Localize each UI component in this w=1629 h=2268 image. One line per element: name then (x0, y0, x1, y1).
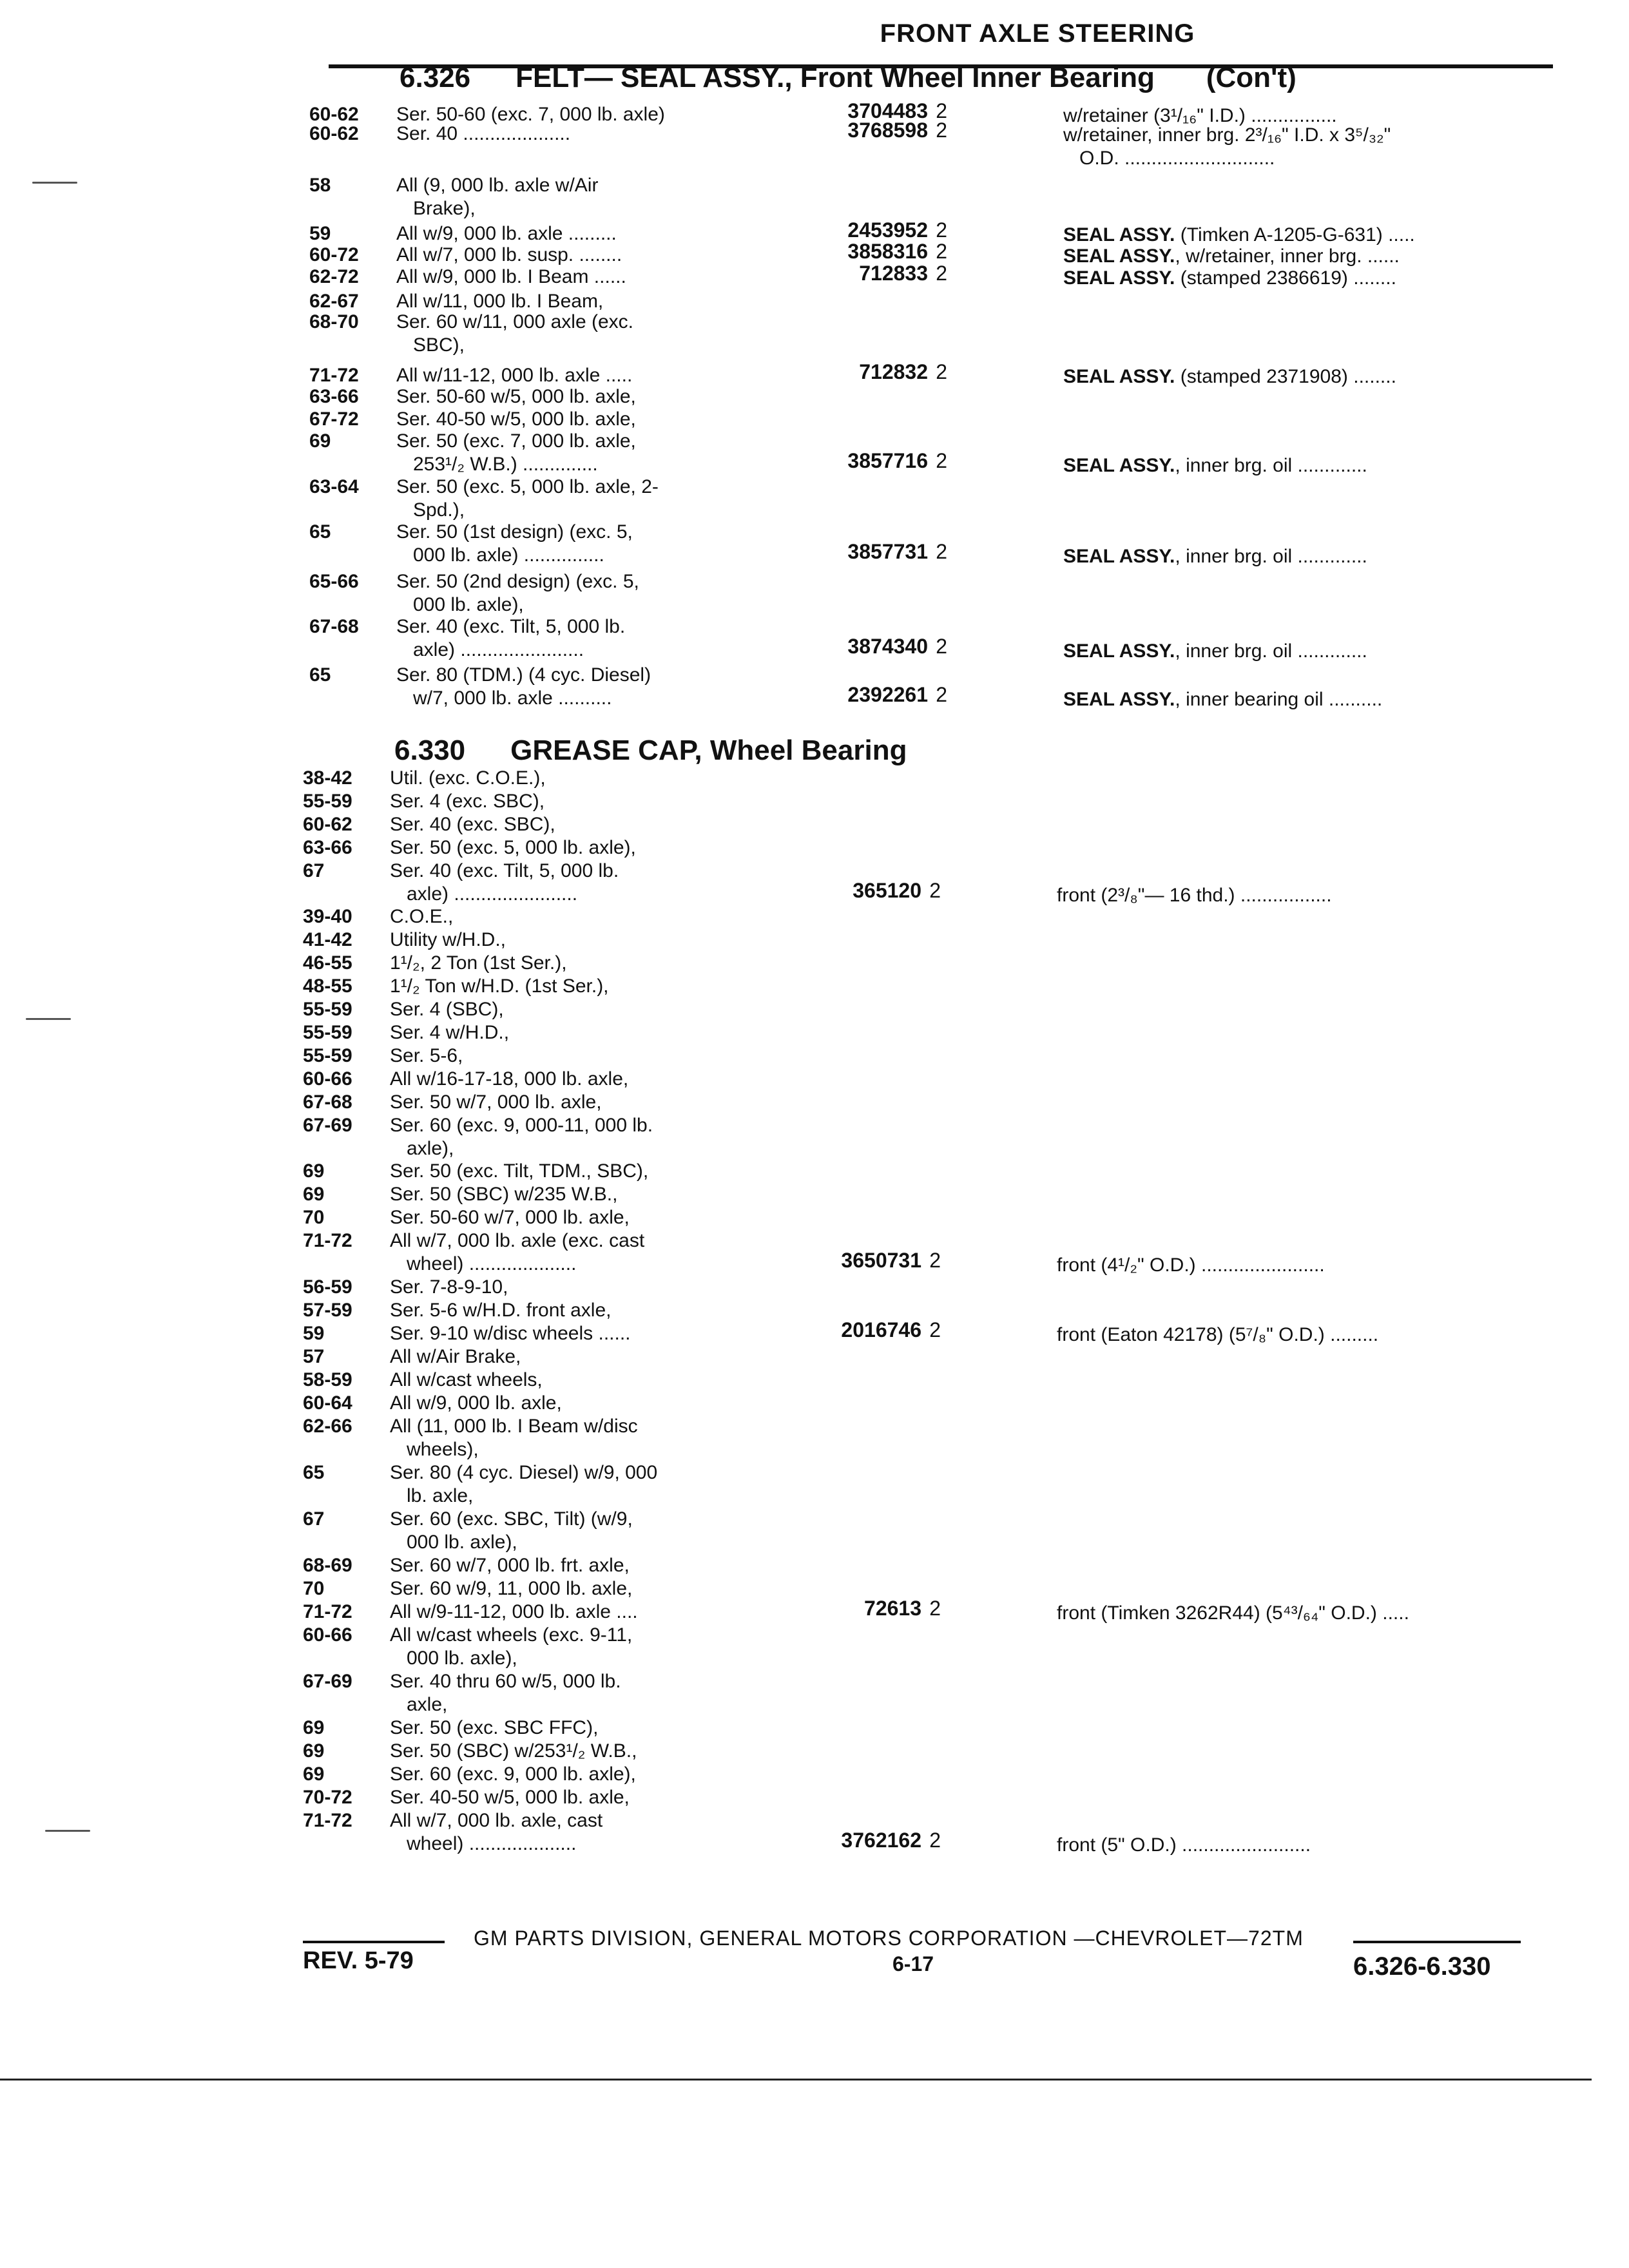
part-note (1057, 1602, 1629, 1625)
application-description (390, 1740, 1054, 1763)
part-note (1063, 688, 1629, 711)
quantity: 2 (936, 449, 947, 472)
application-description (390, 1670, 1054, 1716)
description-line: Ser. 5-6 w/H.D. front axle, (390, 1300, 612, 1321)
description-line: Ser. 40 .................... (396, 123, 571, 144)
description-line: All w/7, 000 lb. axle, cast (390, 1810, 603, 1831)
part-number: 72613 (864, 1597, 921, 1620)
note-line: front (5" O.D.) ........................ (1057, 1834, 1311, 1856)
application-description (390, 1508, 1054, 1554)
description-line: 1¹/₂ Ton w/H.D. (1st Ser.), (390, 975, 609, 997)
page-title: FRONT AXLE STEERING (880, 19, 1195, 48)
application-description (396, 521, 1060, 567)
model-years: 69 (303, 1740, 325, 1762)
model-years: 56-59 (303, 1276, 352, 1298)
part-number: 3857716 (847, 449, 928, 472)
description-line: Ser. 50 (exc. 5, 000 lb. axle), (390, 837, 636, 858)
model-years: 70 (303, 1207, 325, 1228)
model-years: 65 (303, 1462, 325, 1483)
description-line: All w/9-11-12, 000 lb. axle .... (390, 1601, 638, 1622)
description-line: Ser. 80 (4 cyc. Diesel) w/9, 000 (390, 1462, 658, 1483)
model-years: 69 (309, 430, 331, 452)
model-years: 69 (303, 1184, 325, 1205)
model-years: 41-42 (303, 929, 352, 950)
quantity: 2 (936, 99, 947, 122)
part-note (1063, 267, 1629, 290)
description-line: All (11, 000 lb. I Beam w/disc (390, 1416, 638, 1437)
model-years: 69 (303, 1160, 325, 1182)
section-range: 6.326-6.330 (1353, 1952, 1491, 1981)
description-line: All w/16-17-18, 000 lb. axle, (390, 1068, 629, 1090)
description-line: All w/11-12, 000 lb. axle ..... (396, 365, 633, 386)
description-line: Ser. 50 (SBC) w/235 W.B., (390, 1184, 618, 1205)
model-years: 67-69 (303, 1671, 352, 1692)
application-description (390, 767, 1054, 790)
note-line: SEAL ASSY. (Timken A-1205-G-631) ..... (1063, 224, 1415, 245)
application-description (390, 1345, 1054, 1369)
application-description (390, 836, 1054, 860)
description-line: Ser. 50 (2nd design) (exc. 5, (396, 571, 639, 592)
description-line: Brake), (413, 198, 476, 219)
quantity: 2 (936, 262, 947, 285)
description-line: Ser. 40 thru 60 w/5, 000 lb. (390, 1671, 621, 1692)
application-description (396, 615, 1060, 662)
description-line: All w/Air Brake, (390, 1346, 521, 1367)
description-line: wheel) .................... (407, 1833, 577, 1854)
description-line: All w/7, 000 lb. axle (exc. cast (390, 1230, 645, 1251)
part-note (1063, 124, 1629, 170)
description-line: wheel) .................... (407, 1253, 577, 1274)
description-line: Ser. 50-60 w/5, 000 lb. axle, (396, 386, 636, 407)
description-line: 000 lb. axle), (407, 1532, 517, 1553)
application-description (390, 905, 1054, 928)
application-description (390, 1786, 1054, 1809)
model-years: 67 (303, 860, 325, 881)
part-number: 2453952 (847, 218, 928, 242)
part-note (1063, 454, 1629, 477)
application-description (390, 813, 1054, 836)
quantity: 2 (929, 1597, 941, 1620)
description-line: axle) ....................... (413, 639, 584, 660)
description-line: Ser. 80 (TDM.) (4 cyc. Diesel) (396, 664, 651, 686)
part-number: 3874340 (847, 635, 928, 658)
footer-publisher: GM PARTS DIVISION, GENERAL MOTORS CORPORATION —CHEVROLET—72TM (474, 1927, 1304, 1950)
application-description (390, 1763, 1054, 1786)
model-years: 62-67 (309, 291, 359, 312)
part-note (1057, 1323, 1629, 1347)
model-years: 71-72 (303, 1230, 352, 1251)
note-line: SEAL ASSY., inner brg. oil ............. (1063, 640, 1367, 662)
model-years: 57 (303, 1346, 325, 1367)
quantity: 2 (929, 1318, 941, 1341)
part-number: 3857731 (847, 540, 928, 563)
model-years: 63-66 (303, 837, 352, 858)
footer-rule (1353, 1941, 1521, 1943)
model-years: 46-55 (303, 952, 352, 974)
part-note (1057, 1254, 1629, 1277)
description-line: Ser. 40 (exc. Tilt, 5, 000 lb. (396, 616, 626, 637)
application-description (396, 222, 1060, 245)
model-years: 60-62 (309, 104, 359, 125)
model-years: 55-59 (303, 791, 352, 812)
application-description (390, 1091, 1054, 1114)
note-line: front (Timken 3262R44) (5⁴³/₆₄" O.D.) ..... (1057, 1602, 1409, 1624)
model-years: 70 (303, 1578, 325, 1599)
quantity: 2 (929, 1829, 941, 1852)
quantity: 2 (936, 240, 947, 263)
note-line: SEAL ASSY., inner bearing oil .......... (1063, 689, 1383, 710)
application-description (390, 998, 1054, 1021)
model-years: 62-72 (309, 266, 359, 287)
application-description (390, 1068, 1054, 1091)
scan-artifact (45, 1830, 90, 1832)
part-note (1063, 365, 1629, 389)
note-line: SEAL ASSY. (stamped 2371908) ........ (1063, 366, 1396, 387)
description-line: Ser. 50 (SBC) w/253¹/₂ W.B., (390, 1740, 637, 1762)
section-continued: (Con't) (1206, 62, 1296, 93)
model-years: 65-66 (309, 571, 359, 592)
model-years: 60-72 (309, 244, 359, 265)
model-years: 62-66 (303, 1416, 352, 1437)
application-description (390, 1716, 1054, 1740)
quantity: 2 (936, 683, 947, 706)
description-line: Ser. 4 w/H.D., (390, 1022, 510, 1043)
application-description (396, 265, 1060, 289)
note-line: O.D. ............................ (1063, 148, 1275, 169)
part-note (1057, 1834, 1629, 1857)
description-line: Ser. 4 (exc. SBC), (390, 791, 545, 812)
application-description (390, 1160, 1054, 1183)
description-line: Ser. 60 (exc. 9, 000 lb. axle), (390, 1763, 636, 1785)
application-description (396, 408, 1060, 431)
application-description (390, 928, 1054, 952)
note-line: SEAL ASSY., w/retainer, inner brg. ...... (1063, 245, 1400, 267)
model-years: 67-68 (303, 1091, 352, 1113)
revision-label: REV. 5-79 (303, 1947, 414, 1974)
application-description (390, 952, 1054, 975)
application-description (390, 1229, 1054, 1276)
application-description (390, 1809, 1054, 1856)
scan-edge-line (0, 2079, 1592, 2081)
footer-rule (303, 1941, 445, 1943)
application-description (390, 1276, 1054, 1299)
part-number: 2016746 (841, 1318, 921, 1341)
model-years: 67 (303, 1508, 325, 1530)
model-years: 70-72 (303, 1787, 352, 1808)
description-line: Ser. 4 (SBC), (390, 999, 504, 1020)
description-line: Ser. 7-8-9-10, (390, 1276, 508, 1298)
description-line: Ser. 60 (exc. 9, 000-11, 000 lb. (390, 1115, 653, 1136)
description-line: wheels), (407, 1439, 479, 1460)
description-line: All w/11, 000 lb. I Beam, (396, 291, 604, 312)
part-number: 712833 (859, 262, 928, 285)
description-line: Ser. 50-60 (exc. 7, 000 lb. axle) (396, 104, 665, 125)
description-line: Ser. 5-6, (390, 1045, 463, 1066)
note-line: front (4¹/₂" O.D.) ....................... (1057, 1254, 1325, 1276)
part-number: 3762162 (841, 1829, 921, 1852)
model-years: 68-70 (309, 311, 359, 332)
quantity: 2 (936, 218, 947, 242)
description-line: 000 lb. axle), (413, 594, 524, 615)
description-line: 000 lb. axle), (407, 1648, 517, 1669)
model-years: 65 (309, 521, 331, 543)
section-name: GREASE CAP, Wheel Bearing (510, 735, 907, 766)
description-line: 253¹/₂ W.B.) .............. (413, 454, 598, 475)
model-years: 67-68 (309, 616, 359, 637)
model-years: 58-59 (303, 1369, 352, 1390)
model-years: 63-64 (309, 476, 359, 497)
description-line: Ser. 50 (1st design) (exc. 5, (396, 521, 633, 543)
part-number: 3768598 (847, 119, 928, 142)
part-number: 2392261 (847, 683, 928, 706)
application-description (390, 975, 1054, 998)
description-line: Utility w/H.D., (390, 929, 506, 950)
application-description (396, 570, 1060, 617)
model-years: 71-72 (303, 1601, 352, 1622)
description-line: Ser. 50 (exc. 5, 000 lb. axle, 2- (396, 476, 659, 497)
model-years: 67-72 (309, 408, 359, 430)
note-line: w/retainer (3¹/₁₆" I.D.) ................ (1063, 105, 1337, 126)
application-description (396, 476, 1060, 522)
application-description (390, 1299, 1054, 1322)
application-description (396, 430, 1060, 476)
note-line: SEAL ASSY., inner brg. oil ............. (1063, 546, 1367, 567)
section-heading-6-326 (400, 62, 1296, 94)
part-note (1063, 245, 1629, 268)
application-description (390, 1114, 1054, 1160)
application-description (390, 1206, 1054, 1229)
description-line: Ser. 40 (exc. Tilt, 5, 000 lb. (390, 860, 619, 881)
model-years: 60-62 (303, 814, 352, 835)
description-line: Ser. 40-50 w/5, 000 lb. axle, (390, 1787, 630, 1808)
description-line: Ser. 40 (exc. SBC), (390, 814, 555, 835)
model-years: 60-66 (303, 1624, 352, 1646)
model-years: 58 (309, 175, 331, 196)
quantity: 2 (929, 879, 941, 902)
part-number: 365120 (853, 879, 921, 902)
model-years: 57-59 (303, 1300, 352, 1321)
description-line: lb. axle, (407, 1485, 474, 1506)
application-description (390, 1600, 1054, 1624)
model-years: 71-72 (303, 1810, 352, 1831)
part-number: 712832 (859, 360, 928, 383)
section-name: FELT— SEAL ASSY., Front Wheel Inner Bearing (516, 62, 1155, 93)
quantity: 2 (929, 1249, 941, 1272)
model-years: 69 (303, 1717, 325, 1738)
description-line: Ser. 60 w/9, 11, 000 lb. axle, (390, 1578, 633, 1599)
model-years: 63-66 (309, 386, 359, 407)
application-description (390, 1183, 1054, 1206)
scan-artifact (26, 1018, 71, 1020)
model-years: 59 (303, 1323, 325, 1344)
note-line: SEAL ASSY., inner brg. oil ............. (1063, 455, 1367, 476)
model-years: 55-59 (303, 1022, 352, 1043)
application-description (390, 790, 1054, 813)
part-note (1063, 545, 1629, 568)
description-line: Ser. 60 w/7, 000 lb. frt. axle, (390, 1555, 630, 1576)
model-years: 68-69 (303, 1555, 352, 1576)
note-line: SEAL ASSY. (stamped 2386619) ........ (1063, 267, 1396, 289)
quantity: 2 (936, 635, 947, 658)
model-years: 55-59 (303, 1045, 352, 1066)
description-line: All w/9, 000 lb. axle ......... (396, 223, 617, 244)
application-description (396, 311, 1060, 357)
description-line: Ser. 60 w/11, 000 axle (exc. (396, 311, 633, 332)
model-years: 60-64 (303, 1392, 352, 1414)
description-line: Ser. 50 (exc. Tilt, TDM., SBC), (390, 1160, 649, 1182)
application-description (390, 1554, 1054, 1577)
application-description (390, 1021, 1054, 1044)
part-note (1063, 640, 1629, 663)
description-line: axle), (407, 1138, 454, 1159)
part-number: 3650731 (841, 1249, 921, 1272)
section-number: 6.330 (394, 735, 466, 766)
description-line: Ser. 9-10 w/disc wheels ...... (390, 1323, 631, 1344)
description-line: All w/cast wheels (exc. 9-11, (390, 1624, 633, 1646)
part-note (1063, 224, 1629, 247)
description-line: SBC), (413, 334, 465, 356)
model-years: 55-59 (303, 999, 352, 1020)
note-line: w/retainer, inner brg. 2³/₁₆" I.D. x 3⁵/₃₂" (1063, 124, 1391, 146)
application-description (390, 1392, 1054, 1415)
part-number: 3704483 (847, 99, 928, 122)
application-description (396, 664, 1060, 710)
description-line: 1¹/₂, 2 Ton (1st Ser.), (390, 952, 567, 974)
description-line: Ser. 50-60 w/7, 000 lb. axle, (390, 1207, 630, 1228)
application-description (390, 1322, 1054, 1345)
application-description (390, 1415, 1054, 1461)
quantity: 2 (936, 360, 947, 383)
model-years: 60-66 (303, 1068, 352, 1090)
application-description (396, 290, 1060, 313)
application-description (396, 244, 1060, 267)
description-line: Ser. 60 (exc. SBC, Tilt) (w/9, (390, 1508, 633, 1530)
model-years: 71-72 (309, 365, 359, 386)
model-years: 60-62 (309, 123, 359, 144)
application-description (390, 1369, 1054, 1392)
model-years: 65 (309, 664, 331, 686)
application-description (396, 385, 1060, 408)
quantity: 2 (936, 119, 947, 142)
application-description (396, 364, 1060, 387)
page-number: 6-17 (892, 1952, 934, 1975)
model-years: 67-69 (303, 1115, 352, 1136)
note-line: front (Eaton 42178) (5⁷/₈" O.D.) ......... (1057, 1324, 1379, 1345)
application-description (390, 1044, 1054, 1068)
model-years: 39-40 (303, 906, 352, 927)
application-description (390, 1577, 1054, 1600)
description-line: All (9, 000 lb. axle w/Air (396, 175, 599, 196)
model-years: 48-55 (303, 975, 352, 997)
description-line: 000 lb. axle) ............... (413, 544, 604, 566)
description-line: Spd.), (413, 499, 465, 521)
application-description (396, 122, 1060, 146)
note-line: front (2³/₈"— 16 thd.) ................. (1057, 885, 1332, 906)
description-line: axle) ....................... (407, 883, 578, 905)
description-line: All w/cast wheels, (390, 1369, 543, 1390)
model-years: 69 (303, 1763, 325, 1785)
description-line: Ser. 50 w/7, 000 lb. axle, (390, 1091, 602, 1113)
description-line: All w/9, 000 lb. axle, (390, 1392, 562, 1414)
part-number: 3858316 (847, 240, 928, 263)
description-line: Ser. 50 (exc. 7, 000 lb. axle, (396, 430, 636, 452)
part-note (1057, 884, 1629, 907)
description-line: All w/7, 000 lb. susp. ........ (396, 244, 622, 265)
description-line: Ser. 40-50 w/5, 000 lb. axle, (396, 408, 636, 430)
description-line: All w/9, 000 lb. I Beam ...... (396, 266, 626, 287)
application-description (396, 174, 1060, 220)
description-line: Ser. 50 (exc. SBC FFC), (390, 1717, 599, 1738)
description-line: C.O.E., (390, 906, 454, 927)
section-heading-6-330 (394, 735, 907, 767)
application-description (390, 1624, 1054, 1670)
application-description (390, 1461, 1054, 1508)
description-line: w/7, 000 lb. axle .......... (413, 687, 612, 709)
description-line: Util. (exc. C.O.E.), (390, 767, 546, 789)
description-line: axle, (407, 1694, 448, 1715)
quantity: 2 (936, 540, 947, 563)
section-number: 6.326 (400, 62, 471, 93)
model-years: 59 (309, 223, 331, 244)
model-years: 38-42 (303, 767, 352, 789)
application-description (390, 860, 1054, 906)
scan-artifact (32, 182, 77, 184)
